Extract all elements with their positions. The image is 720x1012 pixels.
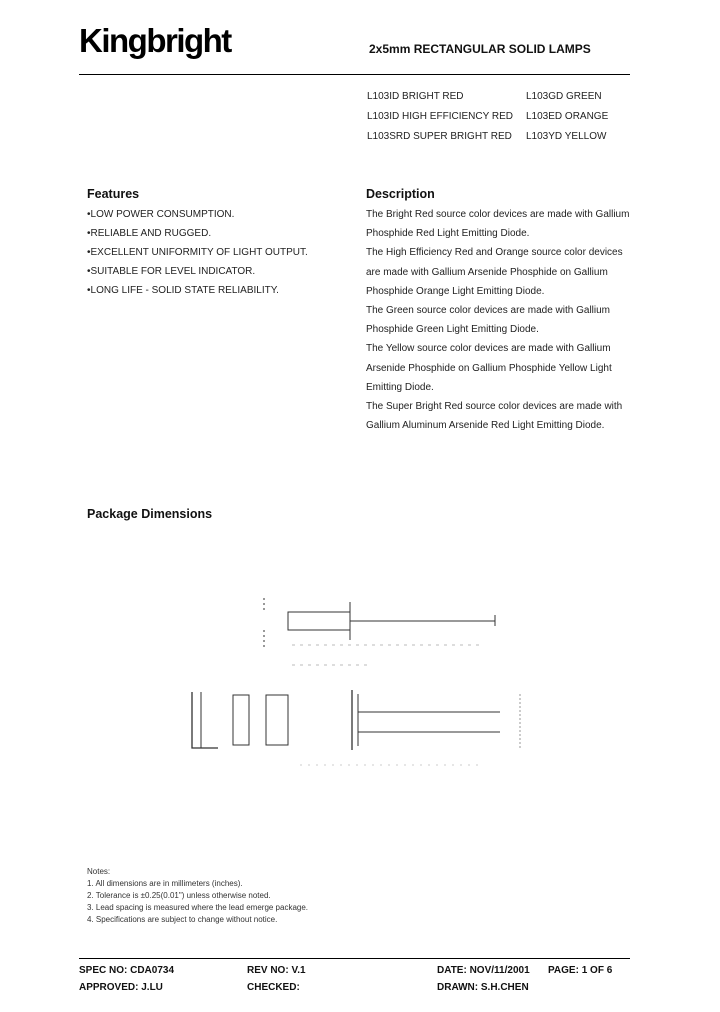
feature-item: •SUITABLE FOR LEVEL INDICATOR. [87,266,256,277]
lamp-front-view [192,692,218,748]
note-item: 2. Tolerance is ±0.25(0.01") unless otherwise noted. [87,891,271,900]
description-paragraph: The High Efficiency Red and Orange source color devices are made with Gallium Arsenide Phosphide on Gallium Phosphide Orange Light Emitting Diode. [366,247,623,297]
drawn-by: DRAWN: S.H.CHEN [437,982,529,993]
part-number: L103ID BRIGHT RED [367,91,464,102]
document-date: DATE: NOV/11/2001 [437,965,530,976]
part-number: L103ED ORANGE [526,111,609,122]
checked-by: CHECKED: [247,982,300,993]
lamp-body-top-view [288,612,350,630]
feature-item: •EXCELLENT UNIFORMITY OF LIGHT OUTPUT. [87,247,308,258]
description-paragraph: The Super Bright Red source color devices are made with Gallium Aluminum Arsenide Red Light Emitting Diode. [366,401,623,432]
description-paragraph: The Yellow source color devices are made with Gallium Arsenide Phosphide on Gallium Phosphide Yellow Light Emitting Diode. [366,343,612,393]
features-heading: Features [87,187,140,201]
notes-section [87,866,308,926]
notes-heading: Notes: [87,867,111,876]
feature-item: •RELIABLE AND RUGGED. [87,228,212,239]
brand-logo: Kingbright [79,22,231,59]
header-divider [79,74,630,75]
part-number: L103YD YELLOW [526,131,607,142]
part-number: L103SRD SUPER BRIGHT RED [367,131,512,142]
approved-by: APPROVED: J.LU [79,982,163,993]
part-number: L103GD GREEN [526,91,602,102]
package-drawing [180,590,540,790]
part-number: L103ID HIGH EFFICIENCY RED [367,111,513,122]
note-item: 1. All dimensions are in millimeters (inches). [87,879,243,888]
revision-number: REV NO: V.1 [247,965,306,976]
feature-item: •LOW POWER CONSUMPTION. [87,209,235,220]
description-heading: Description [366,187,435,201]
note-item: 4. Specifications are subject to change without notice. [87,915,278,924]
package-dimensions-heading: Package Dimensions [87,507,213,521]
description-paragraph: The Bright Red source color devices are made with Gallium Phosphide Red Light Emitting Diode. [366,209,630,240]
spec-number: SPEC NO: CDA0734 [79,965,175,976]
description-paragraph: The Green source color devices are made with Gallium Phosphide Green Light Emitting Diode. [366,305,610,336]
note-item: 3. Lead spacing is measured where the lead emerge package. [87,903,309,912]
document-title: 2x5mm RECTANGULAR SOLID LAMPS [369,42,591,56]
feature-item: •LONG LIFE - SOLID STATE RELIABILITY. [87,285,279,296]
page-number: PAGE: 1 OF 6 [548,965,613,976]
description-body [366,205,631,435]
footer-divider [79,958,630,959]
